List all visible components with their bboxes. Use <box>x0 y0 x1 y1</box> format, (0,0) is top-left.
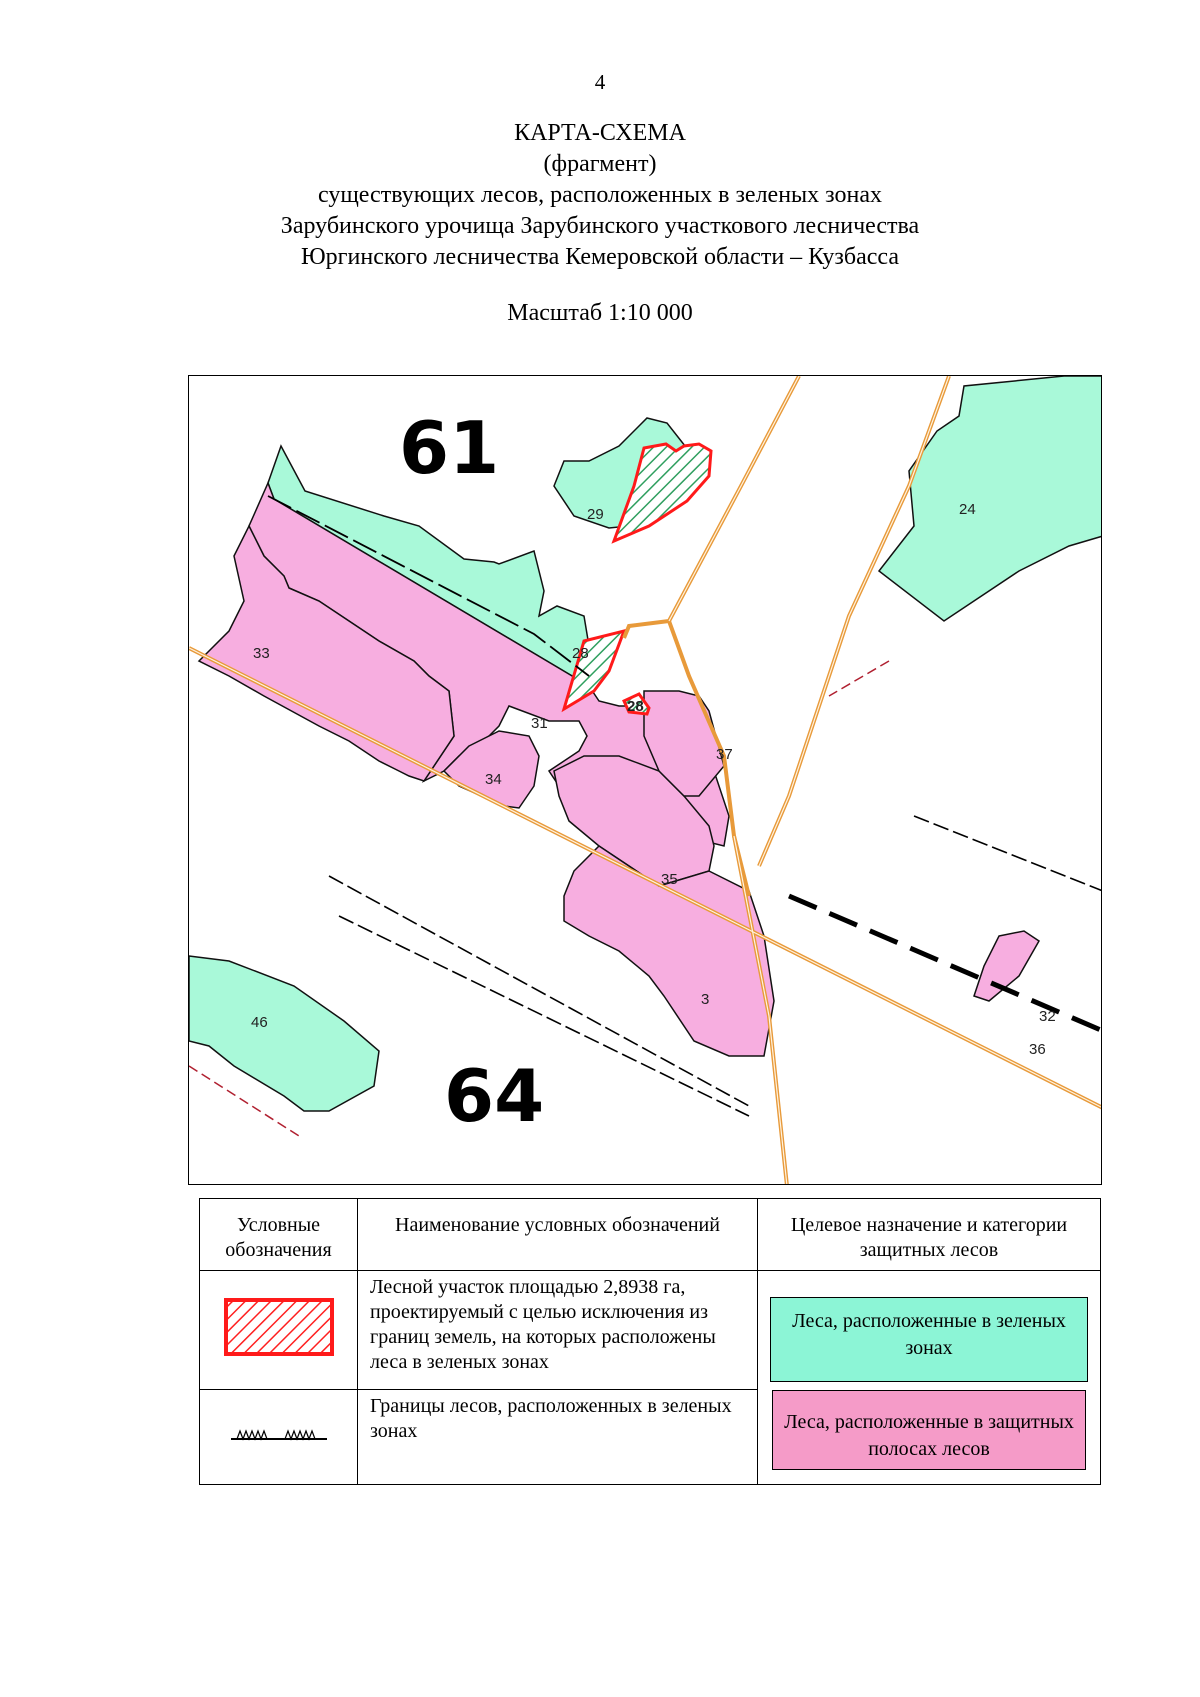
parcel-46-area <box>189 956 379 1111</box>
map-scale: Масштаб 1:10 000 <box>507 300 693 326</box>
forest-boundary-icon <box>229 1423 329 1445</box>
road-east <box>759 376 949 866</box>
legend-header-symbols: Условные обозначения <box>200 1199 358 1271</box>
legend-table <box>199 1198 1101 1485</box>
quarter-number-61: 61 <box>399 406 500 490</box>
parcel-24-area <box>879 376 1102 621</box>
page-number: 4 <box>594 70 606 94</box>
parcel-label: 24 <box>959 501 976 518</box>
map-frame <box>188 375 1102 1185</box>
title-line-4: Зарубинского урочища Зарубинского участкового лесничества <box>280 213 920 239</box>
title-line-5: Юргинского лесничества Кемеровской области – Кузбасса <box>301 244 899 270</box>
parcel-label: 34 <box>485 771 502 788</box>
parcel-label: 46 <box>251 1014 268 1031</box>
legend-categories <box>758 1271 1101 1485</box>
parcel-label: 36 <box>1029 1041 1046 1058</box>
parcel-label: 35 <box>661 871 678 888</box>
legend-item-boundary: Границы лесов, расположенных в зеленых зонах <box>358 1390 758 1485</box>
quarter-number-64: 64 <box>444 1054 545 1138</box>
parcel-label: 31 <box>531 715 548 732</box>
parcel-label: 28 <box>627 698 644 715</box>
forest-map <box>189 376 1102 1185</box>
legend-header-purpose: Целевое назначение и категории защитных лесов <box>758 1199 1101 1271</box>
parcel-label: 33 <box>253 645 270 662</box>
parcel-label: 28 <box>572 645 589 662</box>
parcel-label: 37 <box>716 746 733 763</box>
legend-category-green: Леса, расположенные в зеленых зонах <box>770 1297 1088 1382</box>
legend-symbol-boundary <box>200 1390 358 1485</box>
legend-item-excluded-parcel: Лесной участок площадью 2,8938 га, проектируемый с целью исключения из границ земель, на которых расположены леса в зеленых зонах <box>358 1271 758 1390</box>
title-line-1: КАРТА-СХЕМА <box>514 120 686 146</box>
title-line-3: существующих лесов, расположенных в зеленых зонах <box>317 182 883 208</box>
parcel-label: 29 <box>587 506 604 523</box>
legend-header-names: Наименование условных обозначений <box>358 1199 758 1271</box>
title-line-2: (фрагмент) <box>543 151 657 177</box>
parcel-label: 32 <box>1039 1008 1056 1025</box>
legend-category-pink: Леса, расположенные в защитных полосах лесов <box>772 1390 1086 1470</box>
red-hatched-parcel-icon <box>223 1297 335 1357</box>
legend-symbol-excluded-parcel <box>200 1271 358 1390</box>
map-title <box>0 118 1200 273</box>
parcel-label: 3 <box>701 991 710 1008</box>
